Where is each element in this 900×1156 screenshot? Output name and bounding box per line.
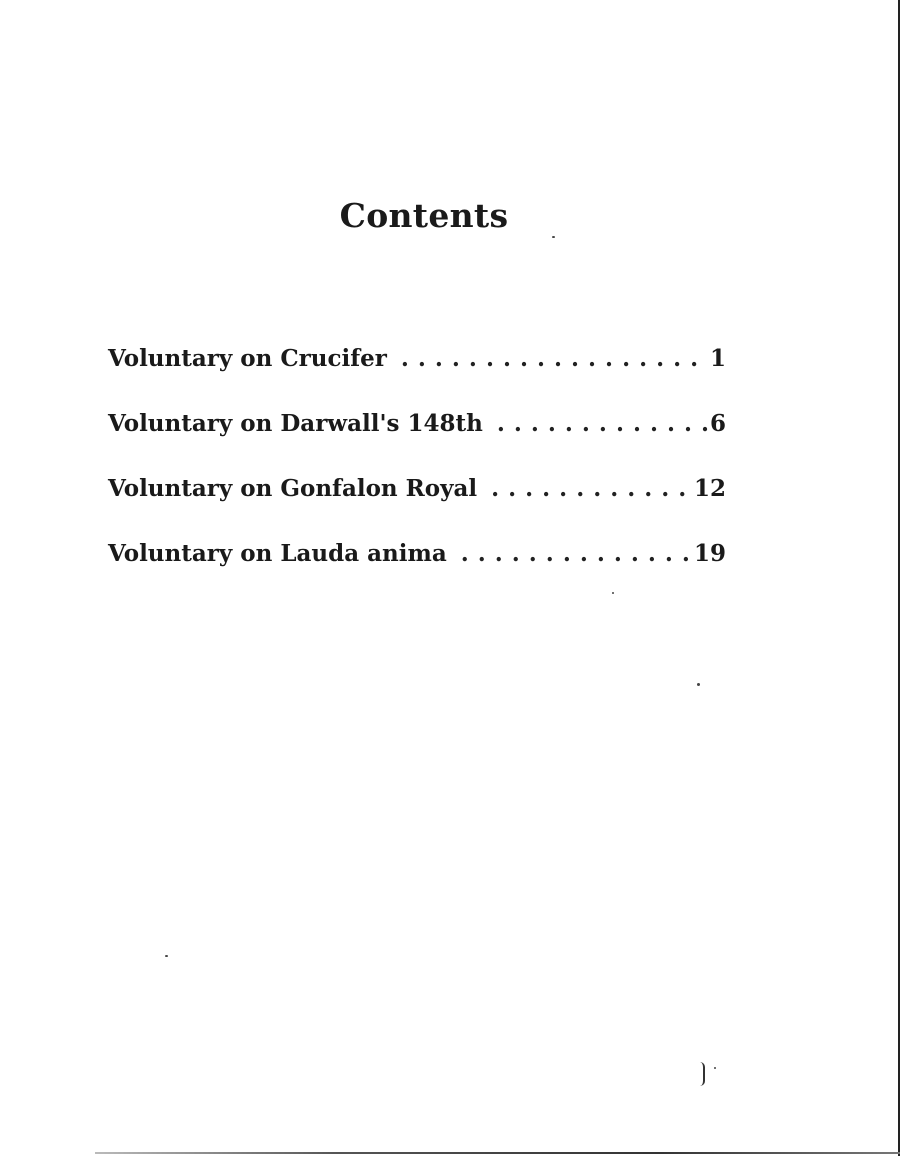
toc-entry-title: Voluntary on Darwall's 148th bbox=[108, 410, 483, 437]
toc-entry-title: Voluntary on Lauda anima bbox=[108, 540, 447, 567]
toc-entry-page: 1 bbox=[709, 345, 726, 372]
scan-mark bbox=[700, 1062, 705, 1086]
toc-entry-lauda bbox=[108, 540, 726, 605]
toc-entry-gonfalon bbox=[108, 475, 726, 540]
toc-entry-page: 6 bbox=[709, 410, 726, 437]
scan-speck bbox=[697, 683, 700, 686]
toc-entry-crucifer bbox=[108, 345, 726, 410]
toc-dot-leader bbox=[491, 475, 692, 502]
toc-entry-title: Voluntary on Gonfalon Royal bbox=[108, 475, 478, 502]
scan-speck bbox=[552, 236, 555, 238]
toc-dot-leader bbox=[401, 345, 708, 372]
scan-speck bbox=[714, 1067, 716, 1069]
toc-entry-title: Voluntary on Crucifer bbox=[108, 345, 387, 372]
scan-speck bbox=[612, 592, 614, 594]
page-edge-bottom bbox=[95, 1152, 900, 1154]
toc-entry-page: 12 bbox=[693, 475, 726, 502]
scan-speck bbox=[165, 955, 168, 957]
contents-heading: Contents bbox=[339, 196, 509, 235]
toc-entry-darwall bbox=[108, 410, 726, 475]
table-of-contents bbox=[108, 345, 726, 605]
toc-dot-leader bbox=[461, 540, 692, 567]
toc-entry-page: 19 bbox=[693, 540, 726, 567]
toc-dot-leader bbox=[497, 410, 708, 437]
